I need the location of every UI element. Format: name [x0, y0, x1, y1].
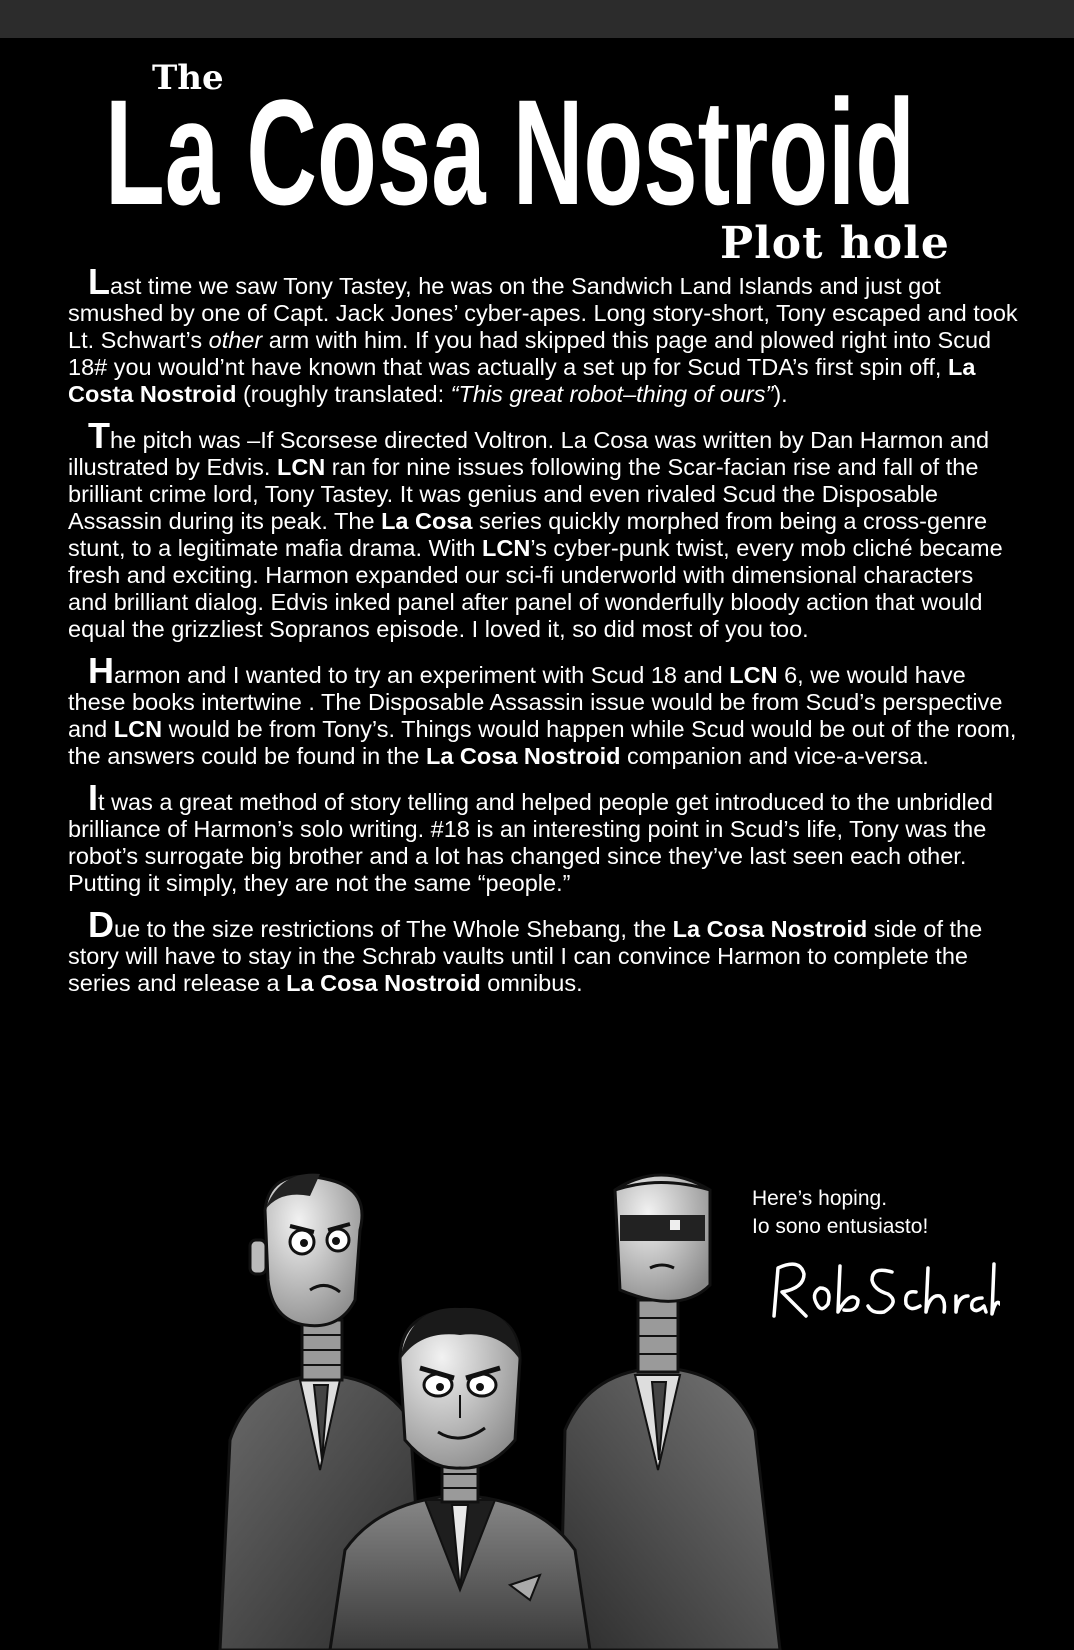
bold-title: LCN [113, 716, 163, 742]
text-span: would be from Tony’s. Things would happen while Scud would be out of the room, the answers could be found in the [68, 716, 1017, 769]
bold-title: La Cosa [381, 508, 473, 534]
bold-title: La Cosa Nostroid [425, 743, 621, 769]
title-prefix: The [152, 58, 224, 98]
text-span: ran for nine issues following the Scar-facian rise and fall of the brilliant crime lord, Tony Tastey. It was genius and even rivaled Scud the Disposable Assassin during its peak. The [68, 454, 979, 534]
paragraph-4 [68, 777, 1018, 897]
emphasis: other [208, 327, 263, 353]
text-span: side of the story will have to stay in the Schrab vaults until I can convince Harmon to complete the series and release a [68, 916, 983, 996]
bold-title: La Cosa Nostroid [286, 970, 481, 996]
drop-cap: L [88, 261, 110, 302]
page-title-text: La Cosa Nostroid [105, 68, 915, 234]
bold-title: La Cosa Nostroid [672, 916, 868, 942]
text-span: series quickly morphed from being a cross-genre stunt, to a legitimate mafia drama. With [68, 508, 988, 561]
drop-cap: I [88, 777, 99, 818]
text-span: omnibus. [480, 970, 583, 996]
article-body [68, 261, 1018, 1015]
text-span: ast time we saw Tony Tastey, he was on the Sandwich Land Islands and just got smushed by one of Capt. Jack Jones’ cyber-apes. Long story-short, Tony escaped and took Lt. Schwart’s [68, 273, 1018, 353]
text-span: 6, we would have these books intertwine . The Disposable Assassin issue would be from Scud’s perspective and [68, 662, 1003, 742]
paragraph-2 [68, 415, 1018, 643]
text-span: armon and I wanted to try an experiment with Scud 18 and [114, 662, 730, 688]
signoff-line-2: Io sono entusiasto! [752, 1215, 929, 1238]
paragraph-5 [68, 904, 1018, 997]
emphasis: “This great robot–thing of ours” [450, 381, 774, 407]
drop-cap: H [88, 650, 114, 691]
text-span: he pitch was –If Scorsese directed Voltron. La Cosa was written by Dan Harmon and illustrated by Edvis. [68, 427, 990, 480]
text-span: (roughly translated: [236, 381, 451, 407]
signature [760, 1246, 1000, 1336]
page-subtitle: Plot hole [720, 218, 950, 269]
text-span: ). [773, 381, 788, 407]
drop-cap: T [88, 415, 110, 456]
text-span: companion and vice-a-versa. [620, 743, 929, 769]
text-span: ue to the size restrictions of The Whole Shebang, the [114, 916, 673, 942]
mobster-robots-illustration [210, 1170, 790, 1650]
text-span: ’s cyber-punk twist, every mob cliché became fresh and exciting. Harmon expanded our sci-fi underworld with dimensional characters and brilliant dialog. Edvis inked panel after panel of wonderfully bloody action that would equal the grizzliest Sopranos episode. I loved it, so did most of you too. [68, 535, 1003, 642]
bold-title: LCN [729, 662, 778, 688]
bold-title: La Costa Nostroid [68, 354, 976, 407]
right-robot [560, 1175, 780, 1650]
text-span: arm with him. If you had skipped this page and plowed right into Scud 18# you would’nt have known that was actually a set up for Scud TDA’s first spin off, [68, 327, 992, 380]
bold-title: LCN [276, 454, 326, 480]
page-title [100, 64, 920, 234]
drop-cap: D [88, 904, 114, 945]
paragraph-3 [68, 650, 1018, 770]
bold-title: LCN [482, 535, 531, 561]
paragraph-1 [68, 261, 1018, 408]
signoff-line-1: Here’s hoping. [752, 1187, 888, 1210]
text-span: t was a great method of story telling and helped people get introduced to the unbridled brilliance of Harmon’s solo writing. #18 is an interesting point in Scud’s life, Tony was the robot’s surrogate big brother and a lot has changed since they’ve last seen each other. Putting it simply, they are not the same “people.” [68, 789, 993, 896]
top-bar [0, 0, 1074, 38]
